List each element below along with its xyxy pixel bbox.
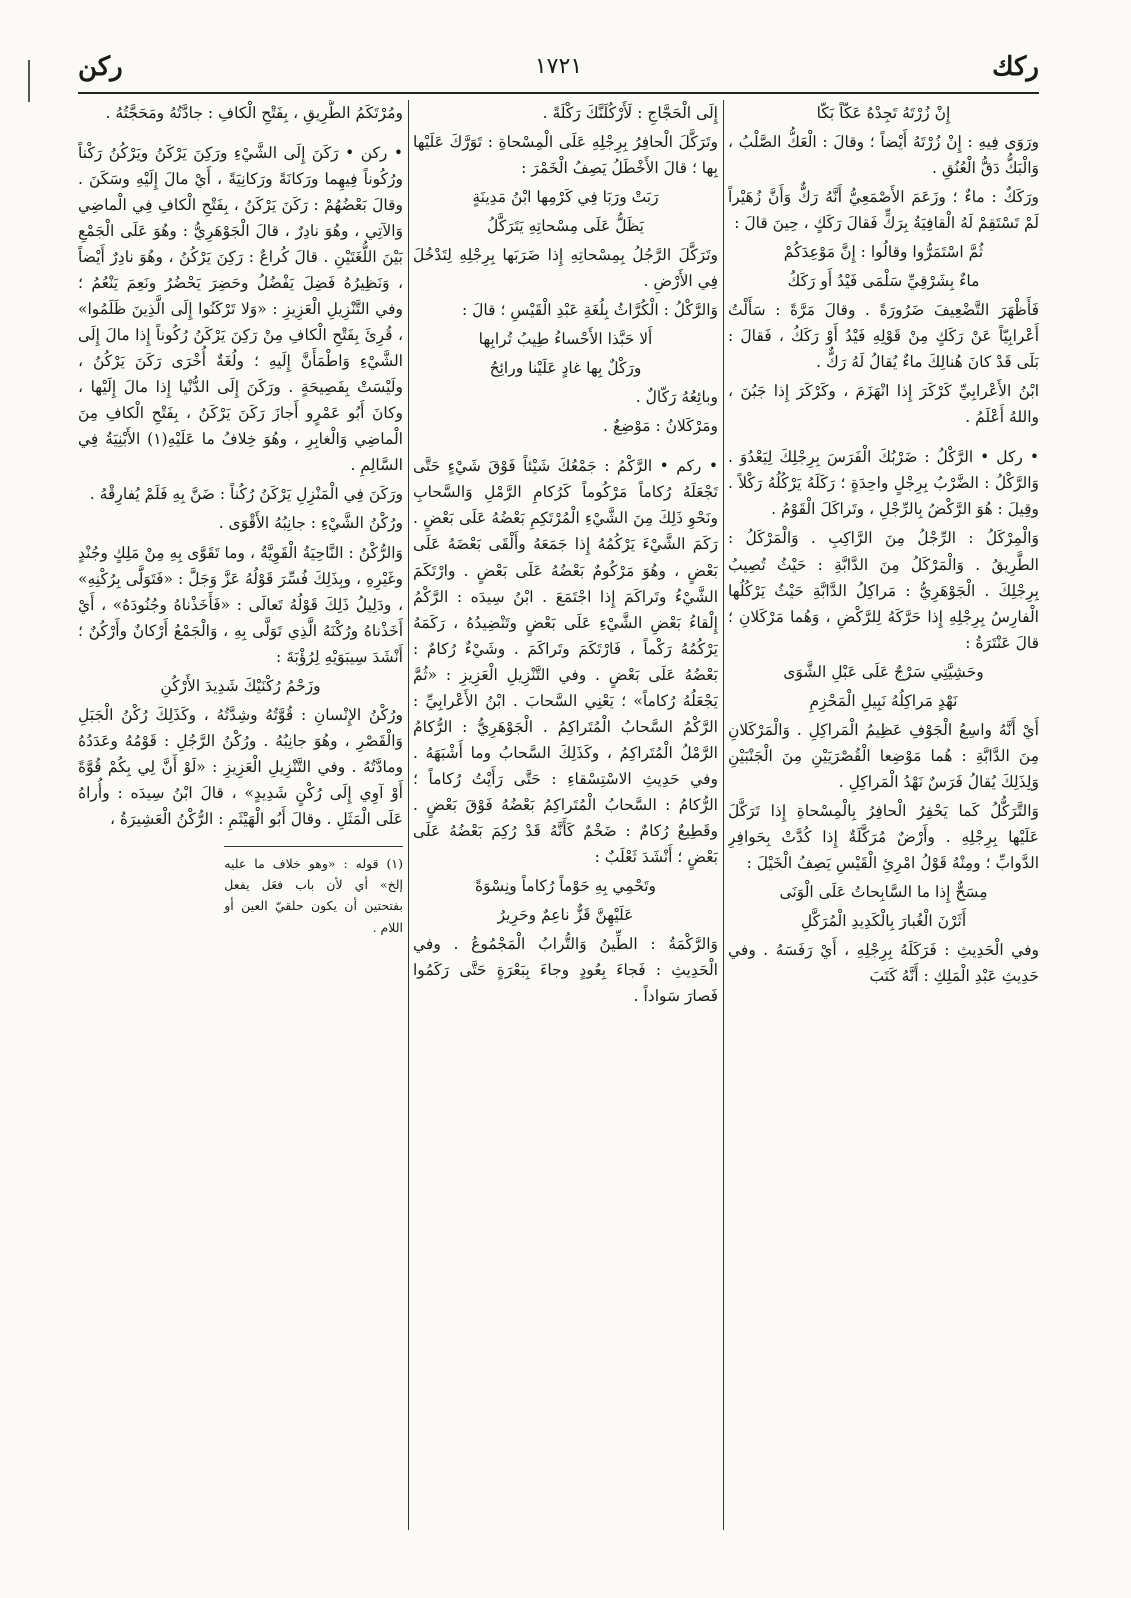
text-paragraph: وَالرُّكْنُ : النَّاحِيَةُ الْقَوِيَّةُ ، وما تَقَوَّى بِهِ مِنْ مَلِكٍ وجُنْدٍ وغَيْرِهِ ، وبِذَلِكَ فُسِّرَ قَوْلُهُ عَزَّ وَجَلَّ : «فَتَوَلَّى بِرُكْنِهِ» ، ودَلِيلُ ذَلِكَ قَوْلُهُ تَعالَى : «فَأَخَذْناهُ وجُنُودَهُ» ، أَيْ أَخَذْناهُ ورُكْنَهُ الَّذِي تَوَلَّى بِهِ ، وَالْجَمْعُ أَرْكانٌ وأَرْكُنٌ ؛ أَنْشَدَ سِيبَوَيْهِ لِرُؤْبَةَ : — [78, 543, 403, 666]
verse-line: وزَحْمُ رُكْنَيْكَ شَدِيدَ الأَرْكُنِ — [160, 676, 321, 695]
verse-line: نَهْدٍ مَراكِلُهُ نَبِيلِ الْمَحْزِمِ — [809, 691, 958, 710]
column-left-body — [78, 100, 403, 832]
verse-line: وحَشِيَّتِي سَرْجٌ عَلَى عَبْلِ الشَّوَى — [783, 662, 984, 681]
verse-line: عَلَيْهِنَّ قَزٌّ ناعِمٌ وحَرِيرُ — [497, 905, 634, 924]
text-paragraph: وَالرَّكْمَةُ : الطِّينُ وَالتُّرابُ الْمَجْمُوعُ . وفي الْحَدِيثِ : فَجاءَ بِعُودٍ وجاءَ بِبَعْرَةٍ حَتَّى رَكَمُوا فَصارَ سَواداً . — [413, 934, 718, 1005]
page-number: ١٧٢١ — [534, 54, 583, 79]
column-right — [728, 100, 1039, 1540]
footnote: (١) قوله : «وهو خلاف ما عليه إلخ» أي لأن باب فعَل يفعل بفتحتين أن يكون حلقيّ العين أو اللام . — [224, 855, 403, 935]
text-paragraph: ورَكَنَ فِي الْمَنْزِلِ يَرْكَنُ رُكُناً : ضَنَّ بِهِ فَلَمْ يُفارِقْهُ . — [89, 485, 403, 504]
text-paragraph: وبائِعُهُ رَكّالٌ . — [635, 388, 718, 407]
text-paragraph: إِلَى الْحَجَّاجِ : لَأَرْكُلَنَّكَ رَكْلَةً . — [542, 104, 718, 122]
entry-paragraph: • ركم • الرَّكْمُ : جَمْعُكَ شَيْئاً فَوْقَ شَيْءٍ حَتَّى تَجْعَلَهُ رُكاماً مَرْكُوماً كَرُكامِ الرَّمْلِ وَالسَّحابِ ونَحْوِ ذَلِكَ مِنَ الشَّيْءِ الْمُرْتَكِمِ بَعْضُهُ عَلَى بَعْضٍ . رَكَمَ الشَّيْءَ يَرْكُمُهُ إِذا جَمَعَهُ وأَلْقَى بَعْضَهُ عَلَى بَعْضٍ ، وهُوَ مَرْكُومٌ بَعْضُهُ عَلَى بَعْضٍ . وارْتَكَمَ الشَّيْءُ وتَراكَمَ إِذا اجْتَمَعَ . ابْنُ سِيدَه : الرَّكْمُ إِلْقاءُ بَعْضِ الشَّيْءِ عَلَى بَعْضٍ وتَنْضِيدُهُ ، رَكَمَهُ يَرْكُمُهُ رَكْماً ، فَارْتَكَمَ وتَراكَمَ . وشَيْءٌ رُكامٌ : بَعْضُهُ عَلَى بَعْضٍ . وفي التَّنْزِيلِ الْعَزِيزِ : «ثُمَّ يَجْعَلُهُ رُكاماً» ؛ يَعْنِي السَّحابَ . ابْنُ الأَعْرابِيِّ : الرَّكْمُ السَّحابُ الْمُتَراكِمُ . الْجَوْهَرِيُّ : الرُّكامُ الرَّمْلُ الْمُتَراكِمُ ، وكَذَلِكَ السَّحابُ وما أَشْبَهَهُ . وفي حَدِيثِ الاسْتِسْقاءِ : حَتَّى رَأَيْتُ رُكاماً ؛ الرُّكامُ : السَّحابُ الْمُتَراكِمُ بَعْضُهُ فَوْقَ بَعْضٍ . وقَطِيعٌ رُكامٌ : ضَخْمٌ كَأَنَّهُ قَدْ رُكِمَ بَعْضُهُ عَلَى بَعْضٍ ؛ أَنْشَدَ ثَعْلَبٌ : — [413, 457, 718, 866]
text-paragraph: وَالْمِرْكَلُ : الرِّجْلُ مِنَ الرَّاكِبِ . وَالْمَرْكَلُ : الطَّرِيقُ . وَالْمَرْكَلُ مِنَ الدَّابَّةِ : حَيْثُ تُصِيبُ بِرِجْلِكَ . الْجَوْهَرِيُّ : مَراكِلُ الدَّابَّةِ حَيْثُ يَرْكُلُها الْفارِسُ بِرِجْلِهِ إِذا حَرَّكَهُ لِلرَّكْضِ ، وَهُما مَرْكَلانِ ؛ قالَ عَنْتَرَةُ : — [728, 529, 1039, 652]
text-paragraph: فَأَظْهَرَ التَّضْعِيفَ ضَرُورَةً . وقالَ مَرَّةً : سَأَلْتُ أَعْرابِيّاً عَنْ رَكَكٍ مِنْ قَوْلِهِ فَيْدُ أَوْ رَكَكُ ، فَقالَ : بَلَى قَدْ كانَ هُنالِكَ ماءٌ يُقالُ لَهُ رَكٌّ . — [728, 301, 1039, 372]
entry-paragraph: • ركن • رَكَنَ إِلَى الشَّيْءِ ورَكِنَ يَرْكَنُ ويَرْكُنُ رَكْناً ورُكُوناً فِيهِما ورَكانَةً ورَكانِيَةً ، أَيْ مالَ إِلَيْهِ وسَكَنَ . وقالَ بَعْضُهُمْ : رَكَنَ يَرْكَنُ ، بِفَتْحِ الْكافِ فِي الْماضِي وَالآتِي ، وهُوَ نادِرٌ ، قالَ الْجَوْهَرِيُّ : وهُوَ عَلَى الْجَمْعِ بَيْنَ اللُّغَتَيْنِ . قالَ كُراعٌ : رَكِنَ يَرْكُنُ ، وهُوَ نادِرٌ أَيْضاً ، وَنَظِيرُهُ فَضِلَ يَفْضُلُ وحَضِرَ يَحْضُرُ ونَعِمَ يَنْعُمُ ؛ وفي التَّنْزِيلِ الْعَزِيزِ : «وَلا تَرْكَنُوا إِلَى الَّذِينَ ظَلَمُوا» ، قُرِئَ بِفَتْحِ الْكافِ مِنْ رَكِنَ يَرْكَنُ رُكُوناً إِذا مالَ إِلَى الشَّيْءِ وَاطْمَأَنَّ إِلَيهِ ؛ ولُغَةٌ أُخْرَى رَكَنَ يَرْكُنُ ، ولَيْسَتْ بِفَصِيحَةٍ . ورَكَنَ إِلَى الدُّنْيا إِذا مالَ إِلَيْها ، وكانَ أَبُو عَمْرٍو أَجازَ رَكَنَ يَرْكَنُ ، بِفَتْحِ الْكافِ مِنَ الْماضِي وَالْغابِرِ ، وهُوَ خِلافُ ما عَلَيْهِ(١) الأَبْنِيَةُ فِي السَّالِمِ . — [78, 144, 403, 475]
text-paragraph: وَالرَّكْلُ : الْكُرَّاثُ بِلُغَةِ عَبْدِ الْقَيْسِ ؛ قالَ : — [461, 301, 718, 320]
entry-paragraph: • ركل • الرَّكْلُ : ضَرْبُكَ الْفَرَسَ بِرِجْلِكَ لِيَعْدُوَ . وَالرَّكْلُ : الضَّرْبُ بِرِجْلٍ واحِدَةٍ ؛ رَكَلَهُ يَرْكُلُهُ رَكْلاً . وقِيلَ : هُوَ الرَّكْضُ بِالرِّجْلِ ، وتَراكَلَ الْقَوْمُ . — [728, 448, 1039, 519]
page-header — [78, 50, 1039, 94]
text-paragraph: ومُرْتَكَمُ الطَّرِيقِ ، بِفَتْحِ الْكافِ : جادَّتُهُ ومَحَجَّتُهُ . — [105, 104, 403, 122]
text-paragraph: ورَكَكٌ : ماءٌ ؛ وزَعَمَ الأَصْمَعِيُّ أَنَّهُ رَكٌّ وَأَنَّ زُهَيْراً لَمْ تَسْتَقِمْ لَهُ الْقافِيَةُ بِرَكٍّ فَقالَ رَكَكٍ ، حِينَ قالَ : — [728, 188, 1039, 233]
columns — [78, 100, 1039, 1540]
verse-line: أَلا حَبَّذا الأَحْساءُ طِيبُ تُرابِها — [478, 330, 653, 349]
text-paragraph: ومَرْكَلانُ : مَوْضِعٌ . — [602, 417, 718, 436]
text-paragraph: وفي الْحَدِيثِ : فَرَكَلَهُ بِرِجْلِهِ ، أَيْ رَفَسَهُ . وفي حَدِيثِ عَبْدِ الْمَلِكِ : أَنَّهُ كَتَبَ — [728, 940, 1039, 985]
text-paragraph: وتَرَكَّلَ الرَّجُلُ بِمِسْحاتِهِ إِذا ضَرَبَها بِرِجْلِهِ لِتَدْخُلَ فِي الأَرْضِ . — [413, 246, 718, 291]
verse-line: أَثَرْنَ الْغُبارَ بِالْكَدِيدِ الْمُرَكَّلِ — [800, 911, 967, 930]
text-paragraph: وَالتَّرَكُّلُ كَما يَحْفِرُ الْحافِرُ بِالْمِسْحاةِ إِذا تَرَكَّلَ عَلَيْها بِرِجْلِهِ . وأَرْضٌ مُرَكَّلَةٌ إِذا كُدَّتْ بِحَوافِرِ الدَّوابِّ ؛ ومِنْهُ قَوْلُ امْرِئِ الْقَيْسِ يَصِفُ الْخَيْلَ : — [728, 801, 1039, 872]
footnotes — [224, 846, 403, 938]
column-middle — [413, 100, 718, 1540]
text-paragraph: ابْنُ الأَعْرابِيِّ كَرْكَرَ إِذا انْهَزَمَ ، وكَرْكَرَ إِذا جَبُنَ ، واللهُ أَعْلَمُ . — [728, 382, 1039, 427]
text-paragraph: أَيْ أَنَّهُ واسِعُ الْجَوْفِ عَظِيمُ الْمَراكِلِ . وَالْمَرْكَلانِ مِنَ الدَّابَّةِ : هُما مَوْضِعا الْقُصْرَيَيْنِ مِنَ الْجَنْبَيْنِ وَلِذَلِكَ يُقالُ فَرَسٌ نَهْدُ الْمَراكِلِ . — [728, 720, 1039, 791]
verse-line: يَظَلُّ عَلَى مِسْحاتِهِ يَتَرَكَّلُ — [487, 217, 644, 236]
verse-line: ماءٌ بِشَرْقِيِّ سَلْمَى فَيْدُ أَو رَكَكُ — [787, 272, 980, 291]
column-left — [78, 100, 403, 1540]
text-paragraph: ورَوَى فِيهِ : إِنْ زُرْتَهُ أَيْضاً ؛ وقالَ : الْعَكُّ الصَّلْبُ ، وَالْبَكُّ دَقُّ الْعُنُقِ . — [728, 133, 1039, 178]
column-divider — [408, 100, 409, 1530]
verse-line: ثُمَّ اسْتَمَرُّوا وقالُوا : إِنَّ مَوْعِدَكُمْ — [783, 243, 984, 262]
verse-line: رَبَتْ ورَبَا فِي كَرْمِها ابْنُ مَدِينَةٍ — [472, 188, 659, 207]
text-paragraph: وتَرَكَّلَ الْحافِرُ بِرِجْلِهِ عَلَى الْمِسْحاةِ : تَوَرَّكَ عَلَيْها بِها ؛ قالَ الأَخْطَلُ يَصِفُ الْخَمْرَ : — [413, 133, 718, 178]
verse-line: وتَحْمِي بِهِ حَوْماً رُكاماً ونِسْوَةً — [475, 876, 656, 895]
text-paragraph: ورُكْنُ الشَّيْءِ : جانِبُهُ الأَقْوَى . — [218, 514, 403, 533]
headword-left: ركن — [78, 52, 123, 82]
verse-line: مِسَحٌّ إِذا ما السَّابِحاتُ عَلَى الْوَنَى — [779, 882, 988, 901]
header-rule — [78, 92, 1039, 94]
verse-line: ورَكْلٌ بِها غادٍ عَلَيْنا ورائِحُ — [489, 359, 642, 378]
margin-mark — [28, 60, 30, 102]
verse-line: إِنْ زُرْتَهُ تَجِدْهُ عَكّاً بَكّا — [816, 104, 951, 122]
column-divider — [723, 100, 724, 1530]
text-paragraph: ورُكْنُ الإِنْسانِ : قُوَّتُهُ وشِدَّتُهُ ، وكَذَلِكَ رُكْنُ الْجَبَلِ وَالْقَصْرِ ، وهُوَ جانِبُهُ . ورُكْنُ الرَّجُلِ : قَوْمُهُ وعَدَدُهُ ومادَّتُهُ . وفي التَّنْزِيلِ الْعَزِيزِ : «لَوْ أَنَّ لِي بِكُمْ قُوَّةً أَوْ آوِي إِلَى رُكْنٍ شَدِيدٍ» ، قالَ ابْنُ سِيدَه : وأُراهُ عَلَى الْمَثَلِ . وقالَ أَبُو الْهَيْثَمِ : الرُّكْنُ الْعَشِيرَةُ ، — [78, 705, 403, 828]
headword-right: ركك — [992, 52, 1039, 82]
